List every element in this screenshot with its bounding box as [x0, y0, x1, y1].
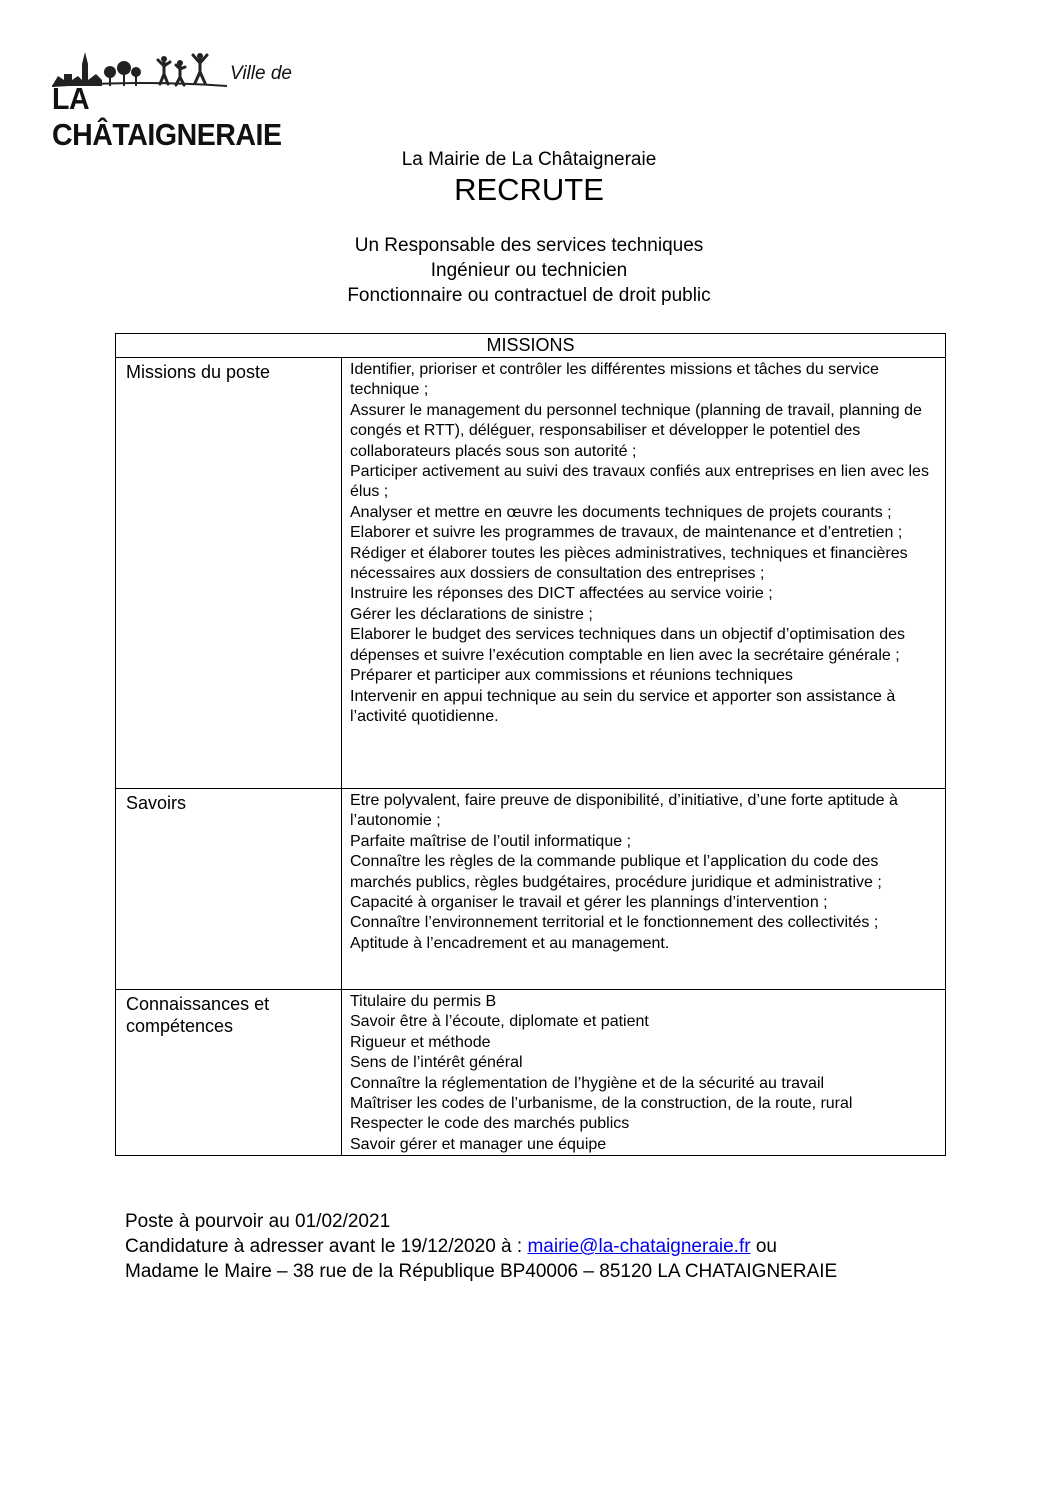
recrute-title: RECRUTE: [454, 172, 604, 207]
list-item: Analyser et mettre en œuvre les documents techniques de projets courants ;: [350, 503, 892, 521]
logo-tagline: Ville de: [230, 63, 292, 84]
list-item: Etre polyvalent, faire preuve de disponibilité, d’initiative, d’une forte aptitude à l’autonomie ;: [350, 792, 898, 830]
list-item: Rigueur et méthode: [350, 1033, 491, 1051]
list-item: Identifier, prioriser et contrôler les différentes missions et tâches du service technique ;: [350, 361, 879, 399]
list-item: Savoir gérer et manager une équipe: [350, 1135, 607, 1153]
list-item: Intervenir en appui technique au sein du service et apporter son assistance à l’activité quotidienne.: [350, 687, 896, 725]
start-date-text: Poste à pourvoir au 01/02/2021: [125, 1211, 391, 1232]
job-title: Un Responsable des services techniques: [354, 235, 704, 256]
list-item: Participer activement au suivi des travaux confiés aux entreprises en lien avec les élus ;: [350, 463, 929, 501]
application-prefix: Candidature à adresser avant le 19/12/2020 à :: [125, 1236, 528, 1257]
list-item: Maîtriser les codes de l’urbanisme, de la construction, de la route, rural: [350, 1095, 853, 1113]
list-item: Préparer et participer aux commissions et réunions techniques: [350, 667, 793, 685]
table-row: [116, 358, 946, 789]
list-item: Instruire les réponses des DICT affectées au service voirie ;: [350, 585, 773, 603]
table-row: [116, 990, 946, 1156]
row-items: [342, 789, 946, 990]
list-item: Rédiger et élaborer toutes les pièces administratives, techniques et financières nécessaires aux dossiers de consultation des entreprises ;: [350, 544, 908, 583]
job-grade: Ingénieur ou technicien: [430, 260, 628, 281]
list-item: Respecter le code des marchés publics: [350, 1115, 630, 1133]
row-category: Savoirs: [116, 789, 342, 990]
table-header: MISSIONS: [116, 334, 946, 358]
list-item: Savoir être à l’écoute, diplomate et patient: [350, 1013, 649, 1031]
list-item: Elaborer le budget des services techniques dans un objectif d’optimisation des dépenses et suivre l’exécution comptable en lien avec la secrétaire générale ;: [350, 626, 905, 664]
application-suffix: ou: [750, 1236, 777, 1257]
list-item: Connaître l’environnement territorial et le fonctionnement des collectivités ;: [350, 914, 879, 932]
list-item: Gérer les déclarations de sinistre ;: [350, 605, 593, 623]
list-item: Parfaite maîtrise de l’outil informatique ;: [350, 832, 632, 850]
list-item: Sens de l’intérêt général: [350, 1054, 523, 1072]
list-item: Titulaire du permis B: [350, 993, 497, 1010]
town-logo: [52, 50, 292, 152]
list-item: Assurer le management du personnel technique (planning de travail, planning de congés et RTT), déléguer, responsabiliser et développer le potentiel des collaborateurs placés sous son autorité ;: [350, 401, 922, 460]
row-items: [342, 358, 946, 789]
list-item: Connaître la réglementation de l’hygiène et de la sécurité au travail: [350, 1074, 825, 1092]
list-item: Elaborer et suivre les programmes de travaux, de maintenance et d’entretien ;: [350, 524, 903, 542]
postal-address: Madame le Maire – 38 rue de la République BP40006 – 85120 LA CHATAIGNERAIE: [125, 1261, 838, 1282]
email-link[interactable]: mairie@la-chataigneraie.fr: [527, 1236, 751, 1257]
job-status: Fonctionnaire ou contractuel de droit public: [347, 285, 711, 306]
row-category: Missions du poste: [116, 358, 342, 789]
row-category: Connaissances et compétences: [116, 990, 342, 1156]
logo-town-name: LA CHÂTAIGNERAIE: [52, 81, 282, 152]
mairie-heading: La Mairie de La Châtaigneraie: [401, 149, 657, 170]
application-text: [125, 1234, 777, 1259]
list-item: Connaître les règles de la commande publique et l’application du code des marchés publics, règles budgétaires, procédure juridique et administrative ;: [350, 853, 882, 891]
list-item: Aptitude à l’encadrement et au management.: [350, 934, 670, 952]
table-row: [116, 789, 946, 990]
row-items: [342, 990, 946, 1156]
list-item: Capacité à organiser le travail et gérer les plannings d’intervention ;: [350, 894, 828, 912]
missions-table: [115, 333, 946, 1156]
